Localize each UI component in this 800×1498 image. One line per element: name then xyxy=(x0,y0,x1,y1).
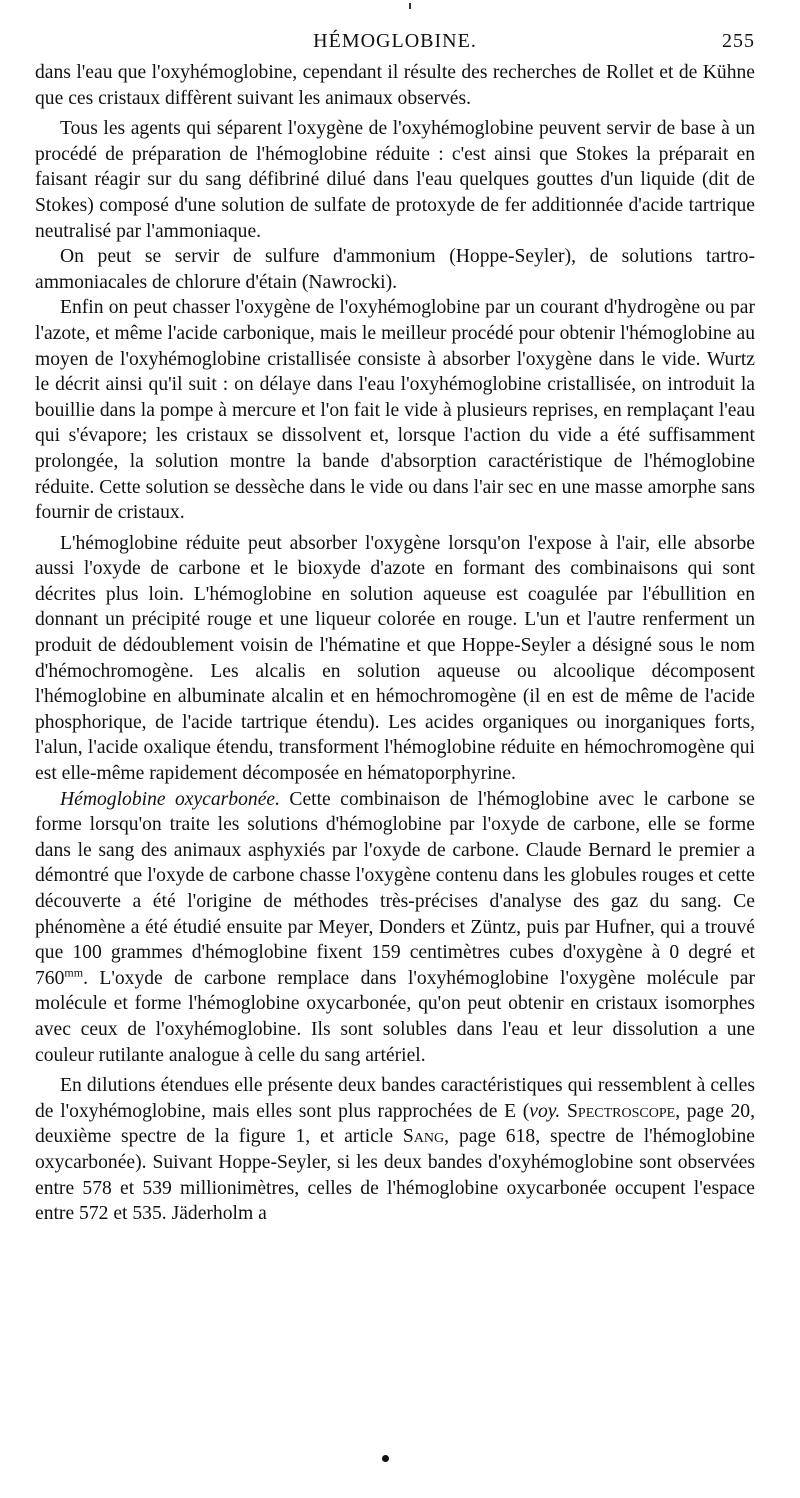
paragraph-oxycarbon xyxy=(35,787,755,1069)
paragraph-spectra-text-a: En dilutions étendues elle présente deux bandes caractéristiques qui ressemblent à celles de l'oxyhémoglobine, mais elles sont plus rapprochées de E ( xyxy=(35,1075,755,1122)
unit-superscript: mm xyxy=(64,965,84,980)
top-edge-mark xyxy=(409,3,411,9)
document-page xyxy=(35,30,755,1227)
paragraph-preparation: Tous les agents qui séparent l'oxygène de l'oxyhémoglobine peuvent servir de base à un procédé de préparation de l'hémoglobine réduite : c'est ainsi que Stokes la préparait en faisant réagir sur du sang défibriné dilué dans l'eau quelques gouttes d'un liquide (dit de Stokes) composé d'une solution de sulfate de protoxyde de fer additionnée d'acide tartrique neutralisé par l'ammoniaque. xyxy=(35,118,755,242)
paragraph-reagents: On peut se servir de sulfure d'ammonium (Hoppe-Seyler), de solutions tartro-ammoniacales de chlorure d'étain (Nawrocki). xyxy=(35,246,755,293)
page-number: 255 xyxy=(722,30,755,52)
body-text xyxy=(35,60,755,1227)
paragraph-continuation: dans l'eau que l'oxyhémoglobine, cependant il résulte des recherches de Rollet et de Kühne que ces cristaux diffèrent suivant les animaux observés. xyxy=(35,62,755,109)
paragraph-oxycarbon-text-a: Cette combinaison de l'hémoglobine avec le carbone se forme lorsqu'on traite les solutions d'hémoglobine par l'oxyde de carbone, elle se forme dans le sang des animaux asphyxiés par l'oxyde de carbone. Claude Bernard le premier a démontré que l'oxyde de carbone chasse l'oxygène contenu dans les globules rouges et cette découverte a été l'origine de méthodes très-précises d'analyse des gaz du sang. Ce phénomène a été étudié ensuite par Meyer, Donders et Züntz, puis par Hufner, qui a trouvé que 100 grammes d'hémoglobine fixent 159 centimètres cubes d'oxygène à 0 degré et 760 xyxy=(35,788,755,989)
footer-dot xyxy=(382,1455,389,1462)
sang-ref: Sang xyxy=(402,1126,445,1148)
page-header xyxy=(35,30,755,54)
paragraph-spectra xyxy=(35,1073,755,1227)
paragraph-reduced-hemoglobin: L'hémoglobine réduite peut absorber l'oxygène lorsqu'on l'expose à l'air, elle absorbe aussi l'oxyde de carbone et le bioxyde d'azote en formant des combinaisons qui sont décrites plus loin. L'hémoglobine en solution aqueuse est coagulée par l'ébullition en donnant un précipité rouge et une liqueur colorée en rouge. L'un et l'autre renferment un produit de dédoublement voisin de l'hématine et que Hoppe-Seyler a désigné sous le nom d'hémochromogène. Les alcalis en solution aqueuse ou alcoolique décomposent l'hémoglobine en albuminate alcalin et en hémochromogène (il en est de même de l'acide phosphorique, de l'acide tartrique étendu). Les acides organiques ou inorganiques forts, l'alun, l'acide oxalique étendu, transforment l'hémoglobine réduite en hémochromogène qui est elle-même rapidement décomposée en hématoporphyrine. xyxy=(35,532,755,785)
running-title: HÉMOGLOBINE. xyxy=(313,30,477,52)
paragraph-spectra-text-d: , page 618, spectre de l'hémoglobine oxycarbonée). Suivant Hoppe-Seyler, si les deux bandes d'oxyhémoglobine sont observées entre 578 et 539 millionimètres, celles de l'hémoglobine oxycarbonée occupent l'espace entre 572 et 535. Jäderholm a xyxy=(35,1126,755,1225)
section-heading-italic: Hémoglobine oxycarbonée. xyxy=(60,788,280,810)
spectroscope-ref: Spectroscope xyxy=(567,1100,676,1122)
paragraph-vacuum-method: Enfin on peut chasser l'oxygène de l'oxyhémoglobine par un courant d'hydrogène ou par l'azote, et même l'acide carbonique, mais le meilleur procédé pour obtenir l'hémoglobine au moyen de l'oxyhémoglobine cristallisée consiste à absorber l'oxygène dans le vide. Wurtz le décrit ainsi qu'il suit : on délaye dans l'eau l'oxyhémoglobine cristallisée, on introduit la bouillie dans la pompe à mercure et l'on fait le vide à plusieurs reprises, en remplaçant l'eau qui s'évapore; les cristaux se dissolvent et, lorsque l'action du vide a été suffisamment prolongée, la solution montre la bande d'absorption caractéristique de l'hémoglobine réduite. Cette solution se dessèche dans le vide ou dans l'air sec en une masse amorphe sans fournir de cristaux. xyxy=(35,297,755,524)
voy-italic: voy. xyxy=(529,1100,561,1122)
paragraph-spectra-text-c: , page 20, deuxième spectre de la figure 1, et article xyxy=(35,1100,755,1148)
paragraph-oxycarbon-text-b: . L'oxyde de carbone remplace dans l'oxyhémoglobine l'oxygène molécule par molécule et forme l'hémoglobine oxycarbonée, qu'on peut obtenir en cristaux isomorphes avec ceux de l'oxyhémoglobine. Ils sont solubles dans l'eau et leur dissolution a une couleur rutilante analogue à celle du sang artériel. xyxy=(35,967,755,1066)
